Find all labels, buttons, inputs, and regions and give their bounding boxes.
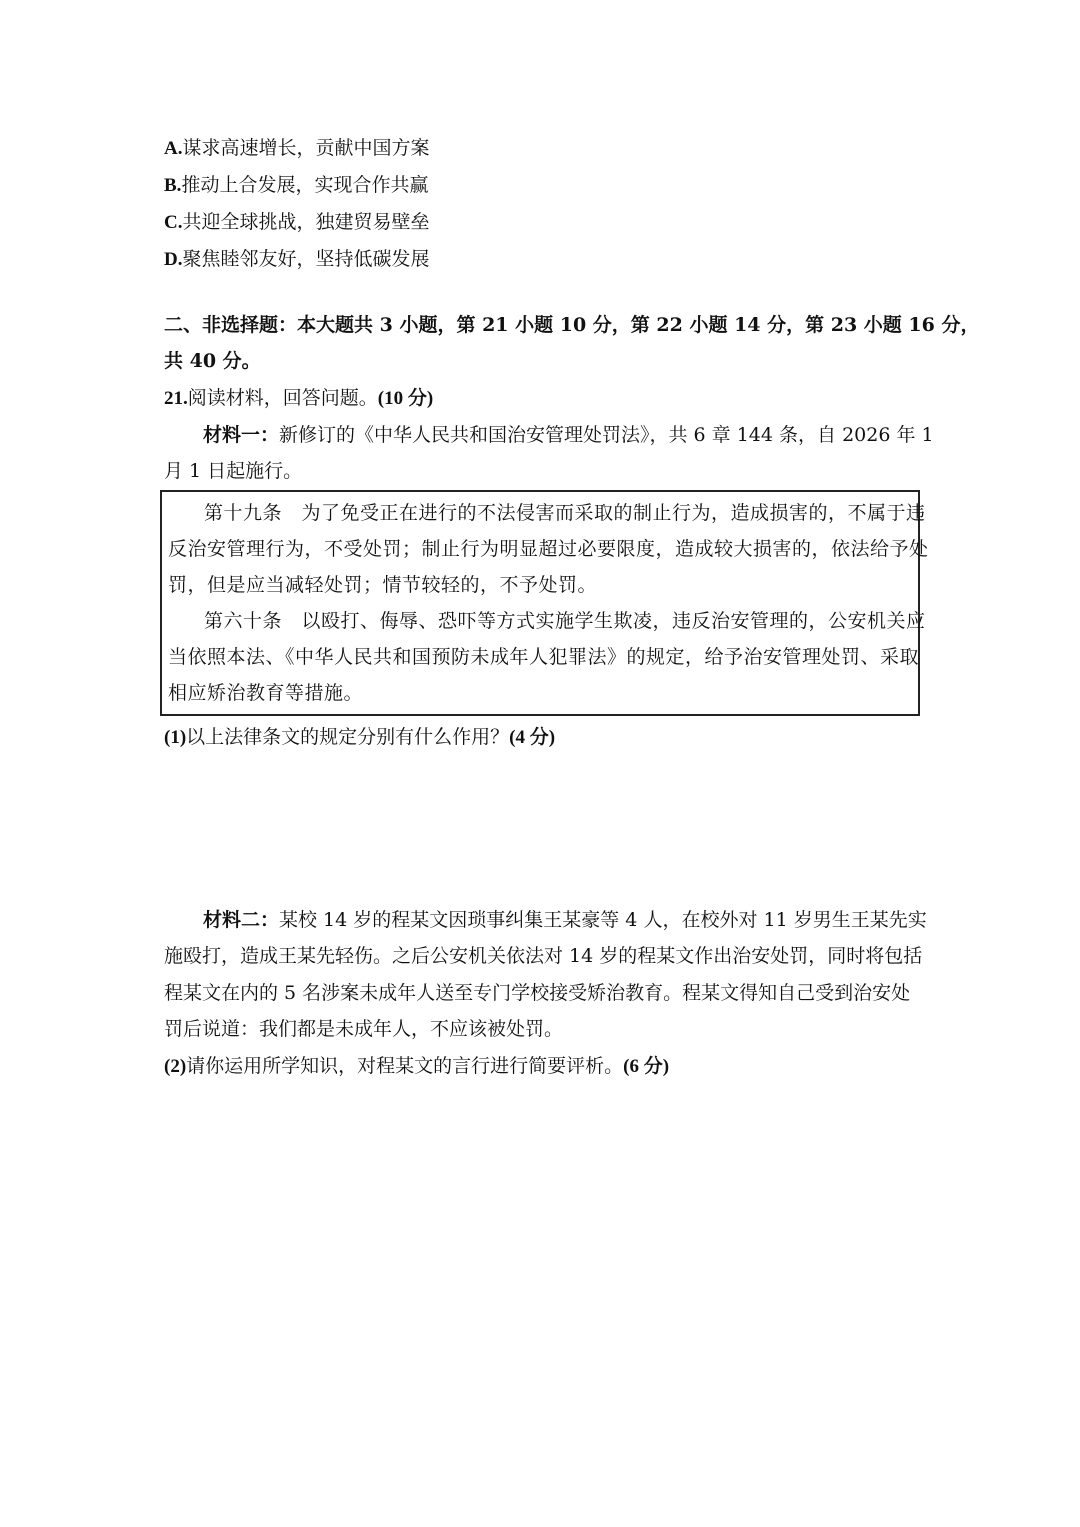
- article-60-line1: 第六十条 以殴打、侮辱、恐吓等方式实施学生欺凌，违反治安管理的，公安机关应: [204, 610, 926, 632]
- material-1-line2: 月 1 日起施行。: [164, 460, 303, 482]
- material-2-line2: 施殴打，造成王某先轻伤。之后公安机关依法对 14 岁的程某文作出治安处罚，同时将包括: [164, 945, 923, 967]
- option-letter: A.: [164, 138, 183, 159]
- article-19-line2: 反治安管理行为，不受处罚；制止行为明显超过必要限度，造成较大损害的，依法给予处: [168, 538, 929, 560]
- material-2-label: 材料二：: [203, 909, 280, 931]
- material-1-line1: [203, 420, 934, 450]
- section-heading-line2: 共 40 分。: [164, 350, 261, 372]
- material-2-text: 某校 14 岁的程某文因琐事纠集王某豪等 4 人，在校外对 11 岁男生王某先实: [279, 909, 927, 931]
- sub-question-score: (6 分): [623, 1056, 670, 1077]
- law-articles-box: [160, 490, 929, 716]
- option-text: 聚焦睦邻友好，坚持低碳发展: [182, 248, 430, 270]
- sub-question-1: [164, 722, 555, 752]
- option-c: [164, 207, 430, 237]
- material-1-label: 材料一：: [203, 424, 280, 446]
- option-text: 共迎全球挑战，独建贸易壁垒: [182, 211, 430, 233]
- sub-question-text: 请你运用所学知识，对程某文的言行进行简要评析。: [186, 1055, 624, 1077]
- sub-question-number: (2): [164, 1056, 187, 1077]
- material-1-text: 新修订的《中华人民共和国治安管理处罚法》，共 6 章 144 条，自 2026 年 1: [279, 424, 934, 446]
- option-letter: C.: [164, 212, 183, 233]
- material-2-line4: 罚后说道：我们都是未成年人，不应该被处罚。: [164, 1018, 564, 1040]
- question-score: (10 分): [377, 388, 434, 409]
- section-heading-line1: 二、非选择题：本大题共 3 小题，第 21 小题 10 分，第 22 小题 14 分，第 23 小题 16 分，: [164, 314, 980, 336]
- option-a: [164, 133, 430, 163]
- option-letter: B.: [164, 175, 182, 196]
- question-21-title: [164, 383, 433, 413]
- article-19-line3: 罚，但是应当减轻处罚；情节较轻的，不予处罚。: [168, 574, 598, 596]
- article-19-line1: 第十九条 为了免受正在进行的不法侵害而采取的制止行为，造成损害的，不属于违: [204, 502, 926, 524]
- option-b: [164, 170, 428, 200]
- material-2-line1: [203, 905, 927, 935]
- question-text: 阅读材料，回答问题。: [187, 387, 378, 409]
- option-letter: D.: [164, 249, 183, 270]
- sub-question-2: [164, 1051, 669, 1081]
- option-d: [164, 244, 430, 274]
- material-2-line3: 程某文在内的 5 名涉案未成年人送至专门学校接受矫治教育。程某文得知自己受到治安处: [164, 982, 911, 1004]
- article-60-line3: 相应矫治教育等措施。: [168, 682, 364, 704]
- question-number: 21.: [164, 388, 188, 409]
- sub-question-text: 以上法律条文的规定分别有什么作用？: [186, 726, 510, 748]
- article-60-line2: 当依照本法、《中华人民共和国预防未成年人犯罪法》的规定，给予治安管理处罚、采取: [168, 646, 920, 668]
- option-text: 谋求高速增长，贡献中国方案: [182, 137, 430, 159]
- option-text: 推动上合发展，实现合作共赢: [181, 174, 429, 196]
- sub-question-number: (1): [164, 727, 187, 748]
- sub-question-score: (4 分): [509, 727, 556, 748]
